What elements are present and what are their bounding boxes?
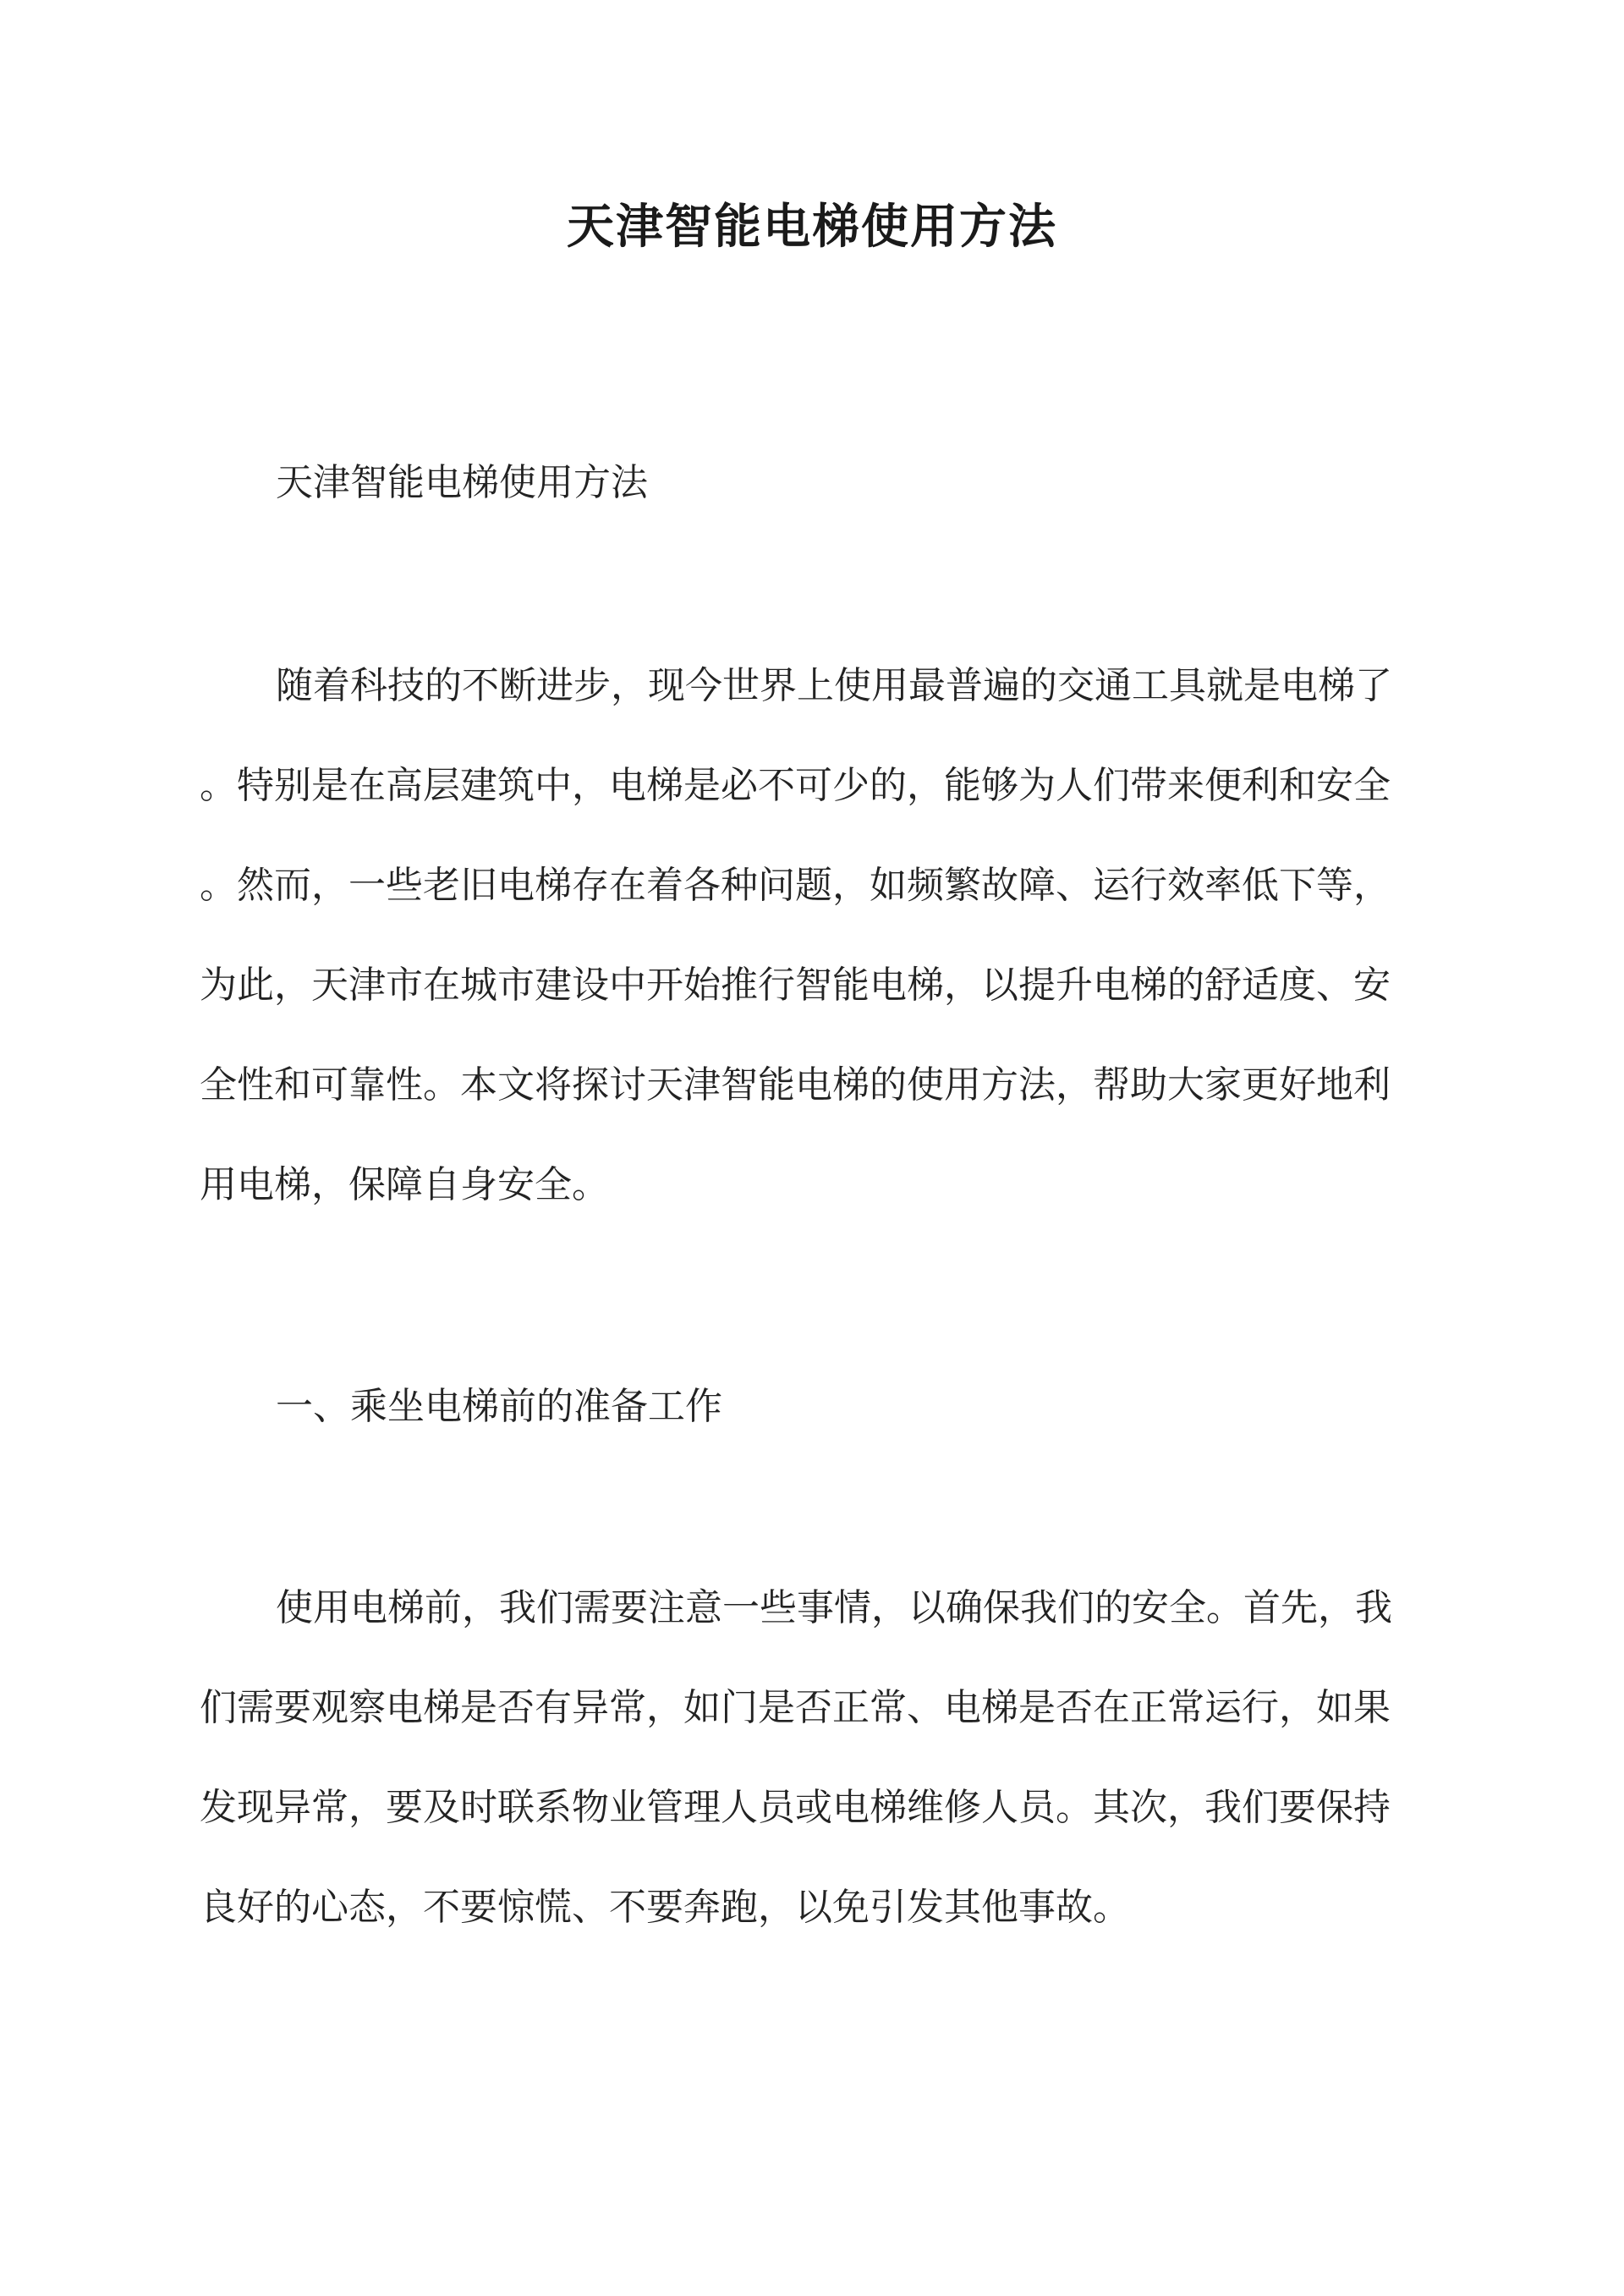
section1-paragraph (200, 1558, 1428, 1958)
paragraph-line: 们需要观察电梯是否有异常，如门是否正常、电梯是否在正常运行，如果 (200, 1686, 1391, 1729)
intro-paragraph (200, 636, 1428, 1235)
paragraph-line: 全性和可靠性。本文将探讨天津智能电梯的使用方法，帮助大家更好地利 (200, 1063, 1391, 1107)
section-heading (200, 1357, 1428, 1457)
document-subtitle (200, 433, 1428, 533)
paragraph-line: 良好的心态，不要惊慌、不要奔跑，以免引发其他事故。 (200, 1886, 1130, 1929)
document-title: 天津智能电梯使用方法 (567, 199, 1057, 255)
paragraph-line: 发现异常，要及时联系物业管理人员或电梯维修人员。其次，我们要保持 (200, 1786, 1391, 1829)
paragraph-line: 。特别是在高层建筑中，电梯是必不可少的，能够为人们带来便利和安全 (200, 764, 1391, 807)
subtitle-text: 天津智能电梯使用方法 (276, 461, 648, 504)
paragraph-line: 。然而，一些老旧电梯存在着各种问题，如频繁故障、运行效率低下等， (200, 864, 1391, 907)
paragraph-line: 用电梯，保障自身安全。 (200, 1163, 609, 1206)
section-heading-text: 一、乘坐电梯前的准备工作 (276, 1385, 722, 1428)
paragraph-line: 随着科技的不断进步，现今世界上使用最普遍的交通工具就是电梯了 (276, 664, 1392, 707)
paragraph-line: 使用电梯前，我们需要注意一些事情，以确保我们的安全。首先，我 (276, 1586, 1392, 1629)
paragraph-line: 为此，天津市在城市建设中开始推行智能电梯，以提升电梯的舒适度、安 (200, 964, 1391, 1007)
